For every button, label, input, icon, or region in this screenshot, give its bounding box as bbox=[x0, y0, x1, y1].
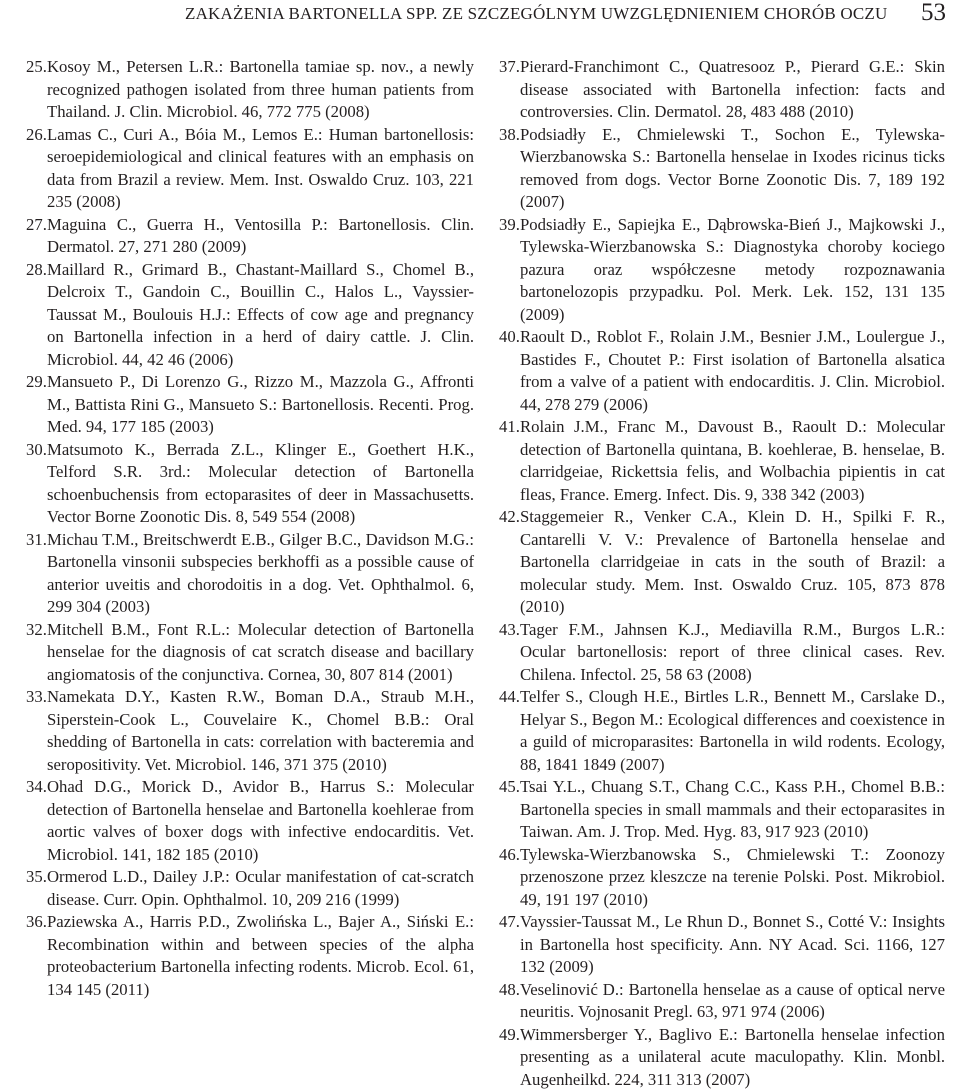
reference-item bbox=[26, 776, 474, 866]
page-number: 53 bbox=[921, 0, 946, 27]
reference-number: 38. bbox=[499, 124, 520, 147]
reference-number: 37. bbox=[499, 56, 520, 79]
reference-number: 25. bbox=[26, 56, 47, 79]
reference-text: Ohad D.G., Morick D., Avidor B., Harrus S.: Molecular detection of Bartonella henselae and Bartonella koehlerae from aortic valves of boxer dogs with infective endocarditis. Vet. Microbiol. 141, 182 185 (2010) bbox=[47, 776, 474, 866]
reference-number: 43. bbox=[499, 619, 520, 642]
reference-text: Ormerod L.D., Dailey J.P.: Ocular manifestation of cat-scratch disease. Curr. Opin. Ophthalmol. 10, 209 216 (1999) bbox=[47, 866, 474, 911]
reference-number: 26. bbox=[26, 124, 47, 147]
reference-number: 29. bbox=[26, 371, 47, 394]
reference-number: 36. bbox=[26, 911, 47, 934]
reference-number: 41. bbox=[499, 416, 520, 439]
reference-text: Mansueto P., Di Lorenzo G., Rizzo M., Mazzola G., Affronti M., Battista Rini G., Mansueto S.: Bartonellosis. Recenti. Prog. Med. 94, 177 185 (2003) bbox=[47, 371, 474, 439]
reference-number: 39. bbox=[499, 214, 520, 237]
reference-number: 46. bbox=[499, 844, 520, 867]
reference-column-left bbox=[26, 56, 474, 1001]
reference-item bbox=[26, 911, 474, 1001]
reference-number: 48. bbox=[499, 979, 520, 1002]
reference-item bbox=[26, 866, 474, 911]
reference-text: Raoult D., Roblot F., Rolain J.M., Besnier J.M., Loulergue J., Bastides F., Choutet P.: First isolation of Bartonella alsatica from a valve of a patient with endocarditis. J. Clin. Microbiol. 44, 278 279 (2006) bbox=[520, 326, 945, 416]
reference-item bbox=[499, 214, 945, 327]
reference-item bbox=[499, 1024, 945, 1091]
reference-item bbox=[26, 371, 474, 439]
reference-item bbox=[499, 506, 945, 619]
reference-item bbox=[499, 844, 945, 912]
reference-item bbox=[26, 529, 474, 619]
reference-text: Telfer S., Clough H.E., Birtles L.R., Bennett M., Carslake D., Helyar S., Begon M.: Ecological differences and coexistence in a guild of microparasites: Bartonella in wild rodents. Ecology, 88, 1841 1849 (2007) bbox=[520, 686, 945, 776]
reference-number: 49. bbox=[499, 1024, 520, 1047]
reference-item bbox=[26, 259, 474, 372]
reference-item bbox=[499, 56, 945, 124]
reference-text: Podsiadły E., Chmielewski T., Sochon E., Tylewska-Wierzbanowska S.: Bartonella henselae in Ixodes ricinus ticks removed from dogs. Vector Borne Zoonotic Dis. 7, 189 192 (2007) bbox=[520, 124, 945, 214]
reference-number: 28. bbox=[26, 259, 47, 282]
reference-item bbox=[499, 686, 945, 776]
reference-number: 31. bbox=[26, 529, 47, 552]
reference-item bbox=[26, 124, 474, 214]
reference-item bbox=[26, 439, 474, 529]
reference-item bbox=[26, 619, 474, 687]
reference-number: 47. bbox=[499, 911, 520, 934]
reference-text: Vayssier-Taussat M., Le Rhun D., Bonnet S., Cotté V.: Insights in Bartonella host specificity. Ann. NY Acad. Sci. 1166, 127 132 (2009) bbox=[520, 911, 945, 979]
reference-item bbox=[26, 214, 474, 259]
reference-text: Lamas C., Curi A., Bóia M., Lemos E.: Human bartonellosis: seroepidemiological and clinical features with an emphasis on data from Brazil a review. Mem. Inst. Oswaldo Cruz. 103, 221 235 (2008) bbox=[47, 124, 474, 214]
reference-text: Veselinović D.: Bartonella henselae as a cause of optical nerve neuritis. Vojnosanit Pregl. 63, 971 974 (2006) bbox=[520, 979, 945, 1024]
reference-number: 40. bbox=[499, 326, 520, 349]
running-head: ZAKAŻENIA BARTONELLA SPP. ZE SZCZEGÓLNYM UWZGLĘDNIENIEM CHORÓB OCZU bbox=[185, 4, 887, 24]
reference-item bbox=[499, 776, 945, 844]
reference-text: Tsai Y.L., Chuang S.T., Chang C.C., Kass P.H., Chomel B.B.: Bartonella species in small mammals and their ectoparasites in Taiwan. Am. J. Trop. Med. Hyg. 83, 917 923 (2010) bbox=[520, 776, 945, 844]
reference-item bbox=[499, 619, 945, 687]
reference-number: 44. bbox=[499, 686, 520, 709]
reference-text: Michau T.M., Breitschwerdt E.B., Gilger B.C., Davidson M.G.: Bartonella vinsonii subspecies berkhoffi as a possible cause of anterior uveitis and chorodoitis in a dog. Vet. Ophthalmol. 6, 299 304 (2003) bbox=[47, 529, 474, 619]
reference-number: 27. bbox=[26, 214, 47, 237]
reference-text: Staggemeier R., Venker C.A., Klein D. H., Spilki F. R., Cantarelli V. V.: Prevalence of Bartonella henselae and Bartonella clarridgeiae in cats in the south of Brazil: a molecular study. Mem. Inst. Oswaldo Cruz. 105, 873 878 (2010) bbox=[520, 506, 945, 619]
reference-item bbox=[499, 979, 945, 1024]
reference-number: 30. bbox=[26, 439, 47, 462]
reference-number: 34. bbox=[26, 776, 47, 799]
reference-text: Matsumoto K., Berrada Z.L., Klinger E., Goethert H.K., Telford S.R. 3rd.: Molecular detection of Bartonella schoenbuchensis from ectoparasites of deer in Massachusetts. Vector Borne Zoonotic Dis. 8, 549 554 (2008) bbox=[47, 439, 474, 529]
reference-text: Tylewska-Wierzbanowska S., Chmielewski T.: Zoonozy przenoszone przez kleszcze na terenie Polski. Post. Mikrobiol. 49, 191 197 (2010) bbox=[520, 844, 945, 912]
reference-number: 33. bbox=[26, 686, 47, 709]
reference-number: 42. bbox=[499, 506, 520, 529]
reference-text: Namekata D.Y., Kasten R.W., Boman D.A., Straub M.H., Siperstein-Cook L., Couvelaire K., Chomel B.B.: Oral shedding of Bartonella in cats: correlation with bacteremia and seropositivity. Vet. Microbiol. 146, 371 375 (2010) bbox=[47, 686, 474, 776]
reference-text: Maguina C., Guerra H., Ventosilla P.: Bartonellosis. Clin. Dermatol. 27, 271 280 (2009) bbox=[47, 214, 474, 259]
reference-item bbox=[499, 326, 945, 416]
reference-text: Paziewska A., Harris P.D., Zwolińska L., Bajer A., Siński E.: Recombination within and between species of the alpha proteobacterium Bartonella infecting rodents. Microb. Ecol. 61, 134 145 (2011) bbox=[47, 911, 474, 1001]
reference-item bbox=[26, 56, 474, 124]
reference-text: Wimmersberger Y., Baglivo E.: Bartonella henselae infection presenting as a unilateral acute maculopathy. Klin. Monbl. Augenheilkd. 224, 311 313 (2007) bbox=[520, 1024, 945, 1091]
reference-column-right bbox=[499, 56, 945, 1091]
reference-item bbox=[499, 124, 945, 214]
reference-text: Maillard R., Grimard B., Chastant-Maillard S., Chomel B., Delcroix T., Gandoin C., Bouillin C., Halos L., Vayssier-Taussat M., Boulouis H.J.: Effects of cow age and pregnancy on Bartonella infection in a herd of dairy cattle. J. Clin. Microbiol. 44, 42 46 (2006) bbox=[47, 259, 474, 372]
reference-text: Podsiadły E., Sapiejka E., Dąbrowska-Bień J., Majkowski J., Tylewska-Wierzbanowska S.: Diagnostyka choroby kociego pazura oraz współczesne metody rozpoznawania bartonelozopis przypadku. Pol. Merk. Lek. 152, 131 135 (2009) bbox=[520, 214, 945, 327]
reference-text: Rolain J.M., Franc M., Davoust B., Raoult D.: Molecular detection of Bartonella quintana, B. koehlerae, B. henselae, B. clarridgeiae, Rickettsia felis, and Wolbachia pipientis in cat fleas, France. Emerg. Infect. Dis. 9, 338 342 (2003) bbox=[520, 416, 945, 506]
reference-item bbox=[26, 686, 474, 776]
reference-item bbox=[499, 911, 945, 979]
page-header bbox=[0, 0, 960, 34]
reference-text: Tager F.M., Jahnsen K.J., Mediavilla R.M., Burgos L.R.: Ocular bartonellosis: report of three clinical cases. Rev. Chilena. Infectol. 25, 58 63 (2008) bbox=[520, 619, 945, 687]
reference-number: 35. bbox=[26, 866, 47, 889]
reference-item bbox=[499, 416, 945, 506]
reference-number: 32. bbox=[26, 619, 47, 642]
reference-text: Mitchell B.M., Font R.L.: Molecular detection of Bartonella henselae for the diagnosis of cat scratch disease and bacillary angiomatosis of the conjunctiva. Cornea, 30, 807 814 (2001) bbox=[47, 619, 474, 687]
reference-text: Kosoy M., Petersen L.R.: Bartonella tamiae sp. nov., a newly recognized pathogen isolated from three human patients from Thailand. J. Clin. Microbiol. 46, 772 775 (2008) bbox=[47, 56, 474, 124]
reference-number: 45. bbox=[499, 776, 520, 799]
reference-text: Pierard-Franchimont C., Quatresooz P., Pierard G.E.: Skin disease associated with Bartonella infection: facts and controversies. Clin. Dermatol. 28, 483 488 (2010) bbox=[520, 56, 945, 124]
